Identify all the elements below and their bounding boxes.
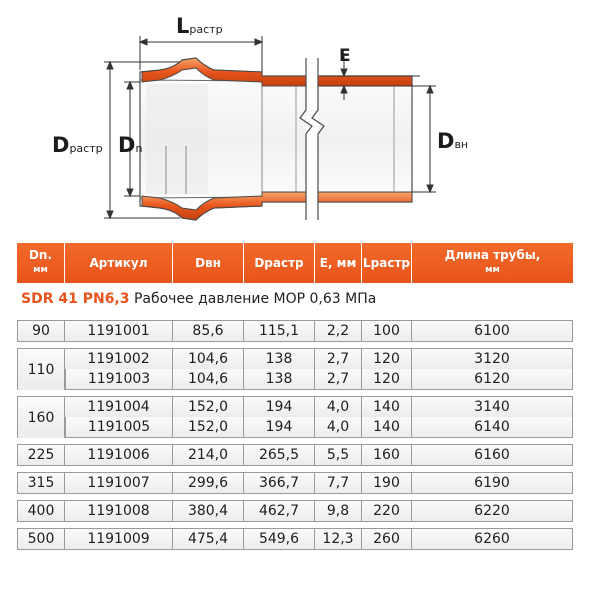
cell-drastr: 366,7	[244, 472, 315, 494]
cell-dvn: 104,6	[173, 348, 244, 369]
cell-article: 1191002	[65, 348, 173, 369]
header-e-label: E, мм	[319, 255, 357, 270]
label-e: E	[339, 46, 351, 66]
table-row	[17, 396, 573, 417]
table-row	[17, 417, 573, 438]
cell-lrastr: 120	[362, 369, 412, 390]
cell-lrastr: 100	[362, 320, 412, 342]
header-lrastr-label: Lрастр	[363, 255, 410, 270]
cell-dn: 90	[17, 320, 65, 342]
cell-lrastr: 140	[362, 417, 412, 438]
cell-lrastr: 120	[362, 348, 412, 369]
cell-dvn: 152,0	[173, 396, 244, 417]
cell-drastr: 138	[244, 348, 315, 369]
label-drastr	[52, 133, 103, 157]
table-body	[17, 283, 573, 550]
cell-dn: 110	[17, 348, 65, 390]
header-dvn-label: Dвн	[195, 255, 221, 270]
cell-length: 6190	[412, 472, 573, 494]
header-drastr-label: Dрастр	[254, 255, 304, 270]
cell-article: 1191003	[65, 369, 173, 390]
cell-length: 6140	[412, 417, 573, 438]
header-article	[65, 243, 173, 283]
cell-article: 1191004	[65, 396, 173, 417]
cell-e: 7,7	[315, 472, 362, 494]
cell-drastr: 194	[244, 396, 315, 417]
header-length-unit: мм	[485, 265, 500, 275]
cell-drastr: 265,5	[244, 444, 315, 466]
table-row	[17, 472, 573, 494]
cell-drastr: 115,1	[244, 320, 315, 342]
header-dn	[17, 243, 65, 283]
cell-e: 9,8	[315, 500, 362, 522]
cell-length: 6260	[412, 528, 573, 550]
table-row	[17, 528, 573, 550]
cell-length: 6160	[412, 444, 573, 466]
header-dn-unit: мм	[33, 265, 48, 275]
cell-e: 12,3	[315, 528, 362, 550]
cell-dn: 225	[17, 444, 65, 466]
cell-article: 1191007	[65, 472, 173, 494]
cell-length: 6120	[412, 369, 573, 390]
cell-article: 1191009	[65, 528, 173, 550]
cell-length: 6100	[412, 320, 573, 342]
cell-dvn: 104,6	[173, 369, 244, 390]
cell-dn: 160	[17, 396, 65, 438]
header-article-label: Артикул	[89, 255, 148, 270]
header-lrastr	[362, 243, 412, 283]
label-dvn-sub: вн	[454, 138, 469, 151]
table-row	[17, 444, 573, 466]
header-length	[412, 243, 573, 283]
cell-article: 1191008	[65, 500, 173, 522]
series-code: SDR 41 PN6,3	[21, 290, 130, 307]
table-row	[17, 500, 573, 522]
header-dn-main: Dn.	[28, 248, 53, 262]
cell-dvn: 85,6	[173, 320, 244, 342]
table-row	[17, 369, 573, 390]
table-row	[17, 348, 573, 369]
cell-dn: 500	[17, 528, 65, 550]
cell-article: 1191001	[65, 320, 173, 342]
label-drastr-sub: растр	[69, 142, 103, 155]
cell-drastr: 462,7	[244, 500, 315, 522]
label-lrastr	[176, 14, 223, 38]
cell-dvn: 299,6	[173, 472, 244, 494]
spec-table	[17, 243, 573, 550]
cell-drastr: 194	[244, 417, 315, 438]
label-dvn	[437, 129, 468, 153]
cell-lrastr: 190	[362, 472, 412, 494]
cell-e: 5,5	[315, 444, 362, 466]
series-cell	[17, 283, 573, 314]
cell-length: 3120	[412, 348, 573, 369]
cell-lrastr: 260	[362, 528, 412, 550]
header-dvn	[173, 243, 244, 283]
cell-lrastr: 220	[362, 500, 412, 522]
cell-dvn: 152,0	[173, 417, 244, 438]
series-row	[17, 283, 573, 314]
cell-article: 1191005	[65, 417, 173, 438]
table-header	[17, 243, 573, 283]
header-length-main: Длина трубы,	[444, 248, 541, 262]
cell-e: 2,2	[315, 320, 362, 342]
header-e	[315, 243, 362, 283]
label-lrastr-sub: растр	[189, 23, 223, 36]
label-dn-main: D	[118, 133, 136, 157]
label-drastr-main: D	[52, 133, 70, 157]
cell-dvn: 475,4	[173, 528, 244, 550]
label-lrastr-main: L	[176, 14, 190, 38]
cell-drastr: 138	[244, 369, 315, 390]
cell-dvn: 214,0	[173, 444, 244, 466]
cell-article: 1191006	[65, 444, 173, 466]
cell-dn: 315	[17, 472, 65, 494]
pipe-drawing	[0, 0, 591, 240]
cell-drastr: 549,6	[244, 528, 315, 550]
cell-lrastr: 160	[362, 444, 412, 466]
label-dn	[118, 133, 142, 157]
cell-e: 4,0	[315, 396, 362, 417]
header-drastr	[244, 243, 315, 283]
cell-length: 6220	[412, 500, 573, 522]
series-description: Рабочее давление МОР 0,63 МПа	[133, 290, 377, 307]
cell-length: 3140	[412, 396, 573, 417]
pipe-diagram	[0, 0, 591, 240]
label-dn-sub: n	[135, 142, 143, 155]
cell-e: 4,0	[315, 417, 362, 438]
cell-e: 2,7	[315, 369, 362, 390]
cell-lrastr: 140	[362, 396, 412, 417]
cell-dvn: 380,4	[173, 500, 244, 522]
cell-e: 2,7	[315, 348, 362, 369]
dimension-dvn	[412, 86, 436, 192]
label-dvn-main: D	[437, 129, 455, 153]
table-row	[17, 320, 573, 342]
cell-dn: 400	[17, 500, 65, 522]
